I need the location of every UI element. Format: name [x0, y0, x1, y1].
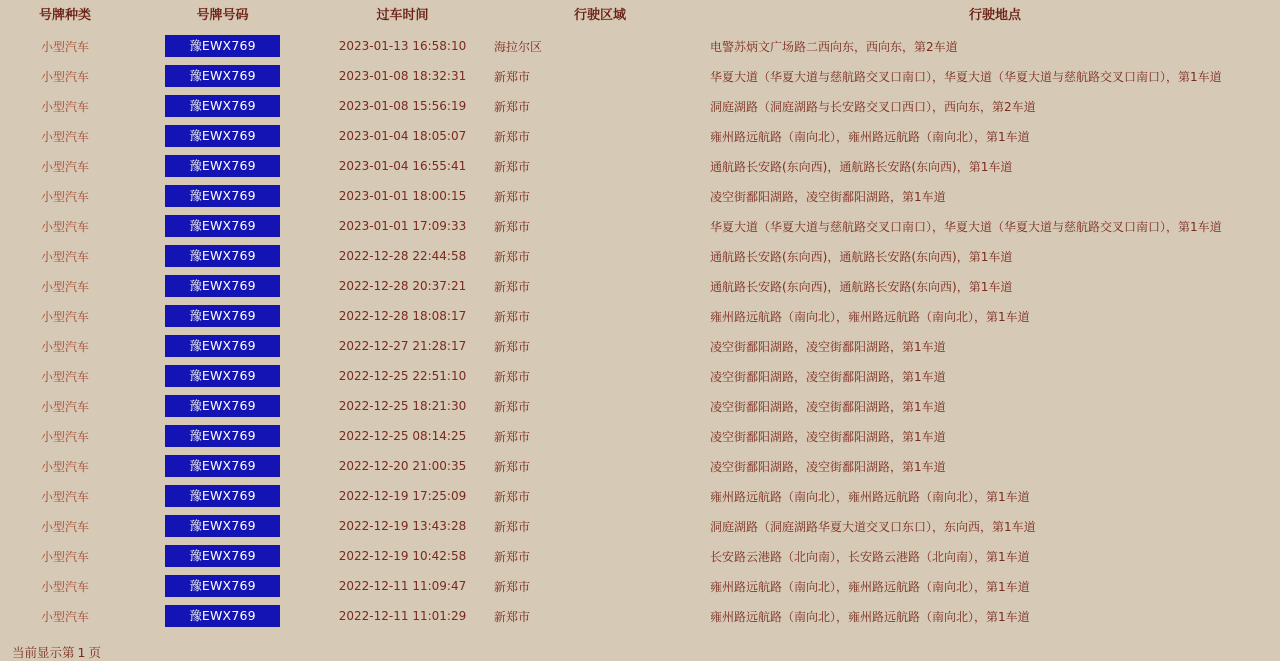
- drive-place-text: 雍州路远航路（南向北），雍州路远航路（南向北），第1车道: [710, 489, 1030, 504]
- cell-plate-type: 小型汽车: [40, 399, 89, 414]
- cell-pass-time: 2023-01-08 15:56:19: [338, 99, 467, 113]
- cell-pass-time: 2023-01-08 18:32:31: [338, 69, 467, 83]
- cell-pass-time: 2022-12-25 08:14:25: [338, 429, 467, 443]
- cell-plate-number: [130, 61, 315, 91]
- plate-badge[interactable]: 豫EWX769: [165, 305, 280, 327]
- cell-plate-number: [130, 181, 315, 211]
- drive-area-text: 新郑市: [494, 609, 531, 624]
- cell-plate-type: 小型汽车: [40, 129, 89, 144]
- column-header-drive-area: 行驶区域: [573, 8, 626, 23]
- cell-plate-number: [130, 541, 315, 571]
- cell-plate-type: 小型汽车: [40, 609, 89, 624]
- drive-place-text: 雍州路远航路（南向北），雍州路远航路（南向北），第1车道: [710, 579, 1030, 594]
- cell-plate-type: 小型汽车: [40, 489, 89, 504]
- drive-place-text: 华夏大道（华夏大道与慈航路交叉口南口），华夏大道（华夏大道与慈航路交叉口南口），第1车道: [710, 69, 1222, 84]
- cell-plate-type: 小型汽车: [40, 249, 89, 264]
- drive-place-text: 通航路长安路(东向西)，通航路长安路(东向西)，第1车道: [710, 249, 1013, 264]
- table-row[interactable]: [0, 481, 1280, 511]
- table-row[interactable]: [0, 451, 1280, 481]
- cell-plate-type: 小型汽车: [40, 519, 89, 534]
- cell-drive-place: [710, 421, 1280, 451]
- cell-plate-number: [130, 91, 315, 121]
- plate-badge[interactable]: 豫EWX769: [165, 515, 280, 537]
- cell-drive-place: [710, 451, 1280, 481]
- cell-drive-area: [490, 451, 710, 481]
- cell-drive-place: [710, 151, 1280, 181]
- cell-pass-time: 2023-01-04 18:05:07: [338, 129, 467, 143]
- cell-pass-time: 2023-01-01 17:09:33: [338, 219, 467, 233]
- cell-plate-type: 小型汽车: [40, 219, 89, 234]
- pagination-suffix: 页: [88, 645, 101, 660]
- drive-area-text: 新郑市: [494, 519, 531, 534]
- cell-plate-type: 小型汽车: [40, 309, 89, 324]
- cell-drive-place: [710, 181, 1280, 211]
- drive-area-text: 新郑市: [494, 219, 531, 234]
- plate-badge[interactable]: 豫EWX769: [165, 575, 280, 597]
- cell-pass-time: 2023-01-04 16:55:41: [338, 159, 467, 173]
- drive-area-text: 新郑市: [494, 579, 531, 594]
- plate-badge[interactable]: 豫EWX769: [165, 455, 280, 477]
- cell-drive-area: [490, 31, 710, 61]
- cell-drive-place: [710, 241, 1280, 271]
- drive-place-text: 洞庭湖路（洞庭湖路与长安路交叉口西口），西向东，第2车道: [710, 99, 1036, 114]
- drive-place-text: 华夏大道（华夏大道与慈航路交叉口南口），华夏大道（华夏大道与慈航路交叉口南口），第1车道: [710, 219, 1222, 234]
- cell-plate-number: [130, 211, 315, 241]
- drive-area-text: 新郑市: [494, 429, 531, 444]
- cell-plate-number: [130, 361, 315, 391]
- drive-place-text: 通航路长安路(东向西)，通航路长安路(东向西)，第1车道: [710, 159, 1013, 174]
- drive-area-text: 新郑市: [494, 99, 531, 114]
- cell-plate-number: [130, 31, 315, 61]
- drive-area-text: 新郑市: [494, 549, 531, 564]
- pagination-footer: [0, 631, 1280, 661]
- cell-drive-area: [490, 241, 710, 271]
- drive-place-text: 通航路长安路(东向西)，通航路长安路(东向西)，第1车道: [710, 279, 1013, 294]
- column-header-drive-place: 行驶地点: [968, 8, 1021, 23]
- plate-badge[interactable]: 豫EWX769: [165, 245, 280, 267]
- plate-badge[interactable]: 豫EWX769: [165, 545, 280, 567]
- cell-drive-place: [710, 361, 1280, 391]
- cell-drive-place: [710, 271, 1280, 301]
- table-row[interactable]: [0, 421, 1280, 451]
- drive-place-text: 长安路云港路（北向南），长安路云港路（北向南），第1车道: [710, 549, 1030, 564]
- cell-drive-area: [490, 121, 710, 151]
- drive-place-text: 凌空街鄱阳湖路，凌空街鄱阳湖路，第1车道: [710, 369, 946, 384]
- cell-plate-type: 小型汽车: [40, 189, 89, 204]
- table-row[interactable]: [0, 181, 1280, 211]
- cell-plate-type: 小型汽车: [40, 369, 89, 384]
- cell-plate-type: 小型汽车: [40, 99, 89, 114]
- cell-plate-type: 小型汽车: [40, 39, 89, 54]
- cell-drive-place: [710, 301, 1280, 331]
- cell-drive-place: [710, 511, 1280, 541]
- cell-drive-place: [710, 331, 1280, 361]
- plate-badge[interactable]: 豫EWX769: [165, 605, 280, 627]
- cell-plate-type: 小型汽车: [40, 459, 89, 474]
- table-row[interactable]: [0, 241, 1280, 271]
- cell-plate-number: [130, 331, 315, 361]
- plate-badge[interactable]: 豫EWX769: [165, 275, 280, 297]
- cell-pass-time: 2022-12-19 17:25:09: [338, 489, 467, 503]
- drive-area-text: 新郑市: [494, 249, 531, 264]
- cell-drive-place: [710, 391, 1280, 421]
- cell-plate-type: 小型汽车: [40, 339, 89, 354]
- drive-area-text: 新郑市: [494, 309, 531, 324]
- plate-badge[interactable]: 豫EWX769: [165, 485, 280, 507]
- plate-badge[interactable]: 豫EWX769: [165, 215, 280, 237]
- cell-pass-time: 2022-12-11 11:01:29: [338, 609, 467, 623]
- cell-drive-area: [490, 391, 710, 421]
- cell-plate-type: 小型汽车: [40, 159, 89, 174]
- table-header-row: [0, 0, 1280, 31]
- table-row[interactable]: [0, 331, 1280, 361]
- plate-badge[interactable]: 豫EWX769: [165, 125, 280, 147]
- plate-badge[interactable]: 豫EWX769: [165, 35, 280, 57]
- cell-plate-type: 小型汽车: [40, 429, 89, 444]
- cell-drive-area: [490, 511, 710, 541]
- cell-plate-number: [130, 421, 315, 451]
- cell-pass-time: 2022-12-27 21:28:17: [338, 339, 467, 353]
- cell-plate-type: 小型汽车: [40, 579, 89, 594]
- table-row[interactable]: [0, 571, 1280, 601]
- cell-drive-area: [490, 331, 710, 361]
- table-row[interactable]: [0, 301, 1280, 331]
- drive-area-text: 新郑市: [494, 339, 531, 354]
- table-row[interactable]: [0, 31, 1280, 61]
- plate-badge[interactable]: 豫EWX769: [165, 95, 280, 117]
- drive-area-text: 新郑市: [494, 69, 531, 84]
- drive-place-text: 凌空街鄱阳湖路，凌空街鄱阳湖路，第1车道: [710, 459, 946, 474]
- table-row[interactable]: [0, 61, 1280, 91]
- drive-place-text: 凌空街鄱阳湖路，凌空街鄱阳湖路，第1车道: [710, 429, 946, 444]
- cell-drive-place: [710, 571, 1280, 601]
- drive-area-text: 新郑市: [494, 459, 531, 474]
- cell-drive-place: [710, 61, 1280, 91]
- cell-plate-number: [130, 151, 315, 181]
- cell-drive-place: [710, 211, 1280, 241]
- cell-pass-time: 2023-01-13 16:58:10: [338, 39, 467, 53]
- pagination-page-number: 1: [77, 645, 86, 660]
- plate-badge[interactable]: 豫EWX769: [165, 425, 280, 447]
- drive-area-text: 新郑市: [494, 279, 531, 294]
- cell-plate-number: [130, 271, 315, 301]
- plate-badge[interactable]: 豫EWX769: [165, 65, 280, 87]
- table-header: [0, 0, 1280, 31]
- drive-area-text: 新郑市: [494, 489, 531, 504]
- cell-plate-number: [130, 301, 315, 331]
- plate-badge[interactable]: 豫EWX769: [165, 395, 280, 417]
- cell-pass-time: 2022-12-28 20:37:21: [338, 279, 467, 293]
- cell-pass-time: 2022-12-19 10:42:58: [338, 549, 467, 563]
- cell-plate-number: [130, 451, 315, 481]
- cell-drive-area: [490, 601, 710, 631]
- cell-drive-area: [490, 91, 710, 121]
- cell-drive-place: [710, 601, 1280, 631]
- cell-plate-number: [130, 391, 315, 421]
- cell-drive-place: [710, 481, 1280, 511]
- table-row[interactable]: [0, 211, 1280, 241]
- cell-drive-area: [490, 301, 710, 331]
- table-row[interactable]: [0, 511, 1280, 541]
- table-body: [0, 31, 1280, 631]
- drive-area-text: 新郑市: [494, 159, 531, 174]
- drive-area-text: 海拉尔区: [494, 39, 543, 54]
- cell-pass-time: 2022-12-25 22:51:10: [338, 369, 467, 383]
- cell-drive-area: [490, 151, 710, 181]
- cell-plate-number: [130, 511, 315, 541]
- cell-plate-type: 小型汽车: [40, 69, 89, 84]
- cell-drive-area: [490, 211, 710, 241]
- cell-drive-place: [710, 541, 1280, 571]
- cell-drive-place: [710, 91, 1280, 121]
- cell-pass-time: 2022-12-28 22:44:58: [338, 249, 467, 263]
- cell-plate-number: [130, 601, 315, 631]
- cell-plate-number: [130, 241, 315, 271]
- table-row[interactable]: [0, 541, 1280, 571]
- drive-place-text: 雍州路远航路（南向北），雍州路远航路（南向北），第1车道: [710, 129, 1030, 144]
- cell-drive-area: [490, 181, 710, 211]
- column-header-pass-time: 过车时间: [376, 8, 429, 23]
- plate-badge[interactable]: 豫EWX769: [165, 335, 280, 357]
- cell-plate-number: [130, 121, 315, 151]
- cell-drive-place: [710, 121, 1280, 151]
- table-row[interactable]: [0, 91, 1280, 121]
- cell-plate-number: [130, 481, 315, 511]
- cell-drive-area: [490, 361, 710, 391]
- cell-pass-time: 2023-01-01 18:00:15: [338, 189, 467, 203]
- drive-area-text: 新郑市: [494, 399, 531, 414]
- drive-place-text: 电警苏炳文广场路二西向东，西向东，第2车道: [710, 39, 958, 54]
- drive-place-text: 凌空街鄱阳湖路，凌空街鄱阳湖路，第1车道: [710, 339, 946, 354]
- cell-pass-time: 2022-12-20 21:00:35: [338, 459, 467, 473]
- cell-drive-place: [710, 31, 1280, 61]
- plate-badge[interactable]: 豫EWX769: [165, 185, 280, 207]
- cell-plate-number: [130, 571, 315, 601]
- cell-drive-area: [490, 571, 710, 601]
- table-row[interactable]: [0, 121, 1280, 151]
- cell-plate-type: 小型汽车: [40, 279, 89, 294]
- cell-plate-type: 小型汽车: [40, 549, 89, 564]
- cell-drive-area: [490, 541, 710, 571]
- table-row[interactable]: [0, 271, 1280, 301]
- column-header-plate-number: 号牌号码: [196, 8, 249, 23]
- plate-badge[interactable]: 豫EWX769: [165, 365, 280, 387]
- drive-place-text: 凌空街鄱阳湖路，凌空街鄱阳湖路，第1车道: [710, 189, 946, 204]
- table-row[interactable]: [0, 361, 1280, 391]
- drive-place-text: 雍州路远航路（南向北），雍州路远航路（南向北），第1车道: [710, 609, 1030, 624]
- table-row[interactable]: [0, 391, 1280, 421]
- plate-badge[interactable]: 豫EWX769: [165, 155, 280, 177]
- drive-place-text: 雍州路远航路（南向北），雍州路远航路（南向北），第1车道: [710, 309, 1030, 324]
- pagination-prefix: 当前显示第: [12, 645, 75, 660]
- column-header-plate-type: 号牌种类: [38, 8, 91, 23]
- cell-drive-area: [490, 271, 710, 301]
- table-row[interactable]: [0, 151, 1280, 181]
- drive-area-text: 新郑市: [494, 189, 531, 204]
- cell-pass-time: 2022-12-25 18:21:30: [338, 399, 467, 413]
- drive-place-text: 凌空街鄱阳湖路，凌空街鄱阳湖路，第1车道: [710, 399, 946, 414]
- cell-drive-area: [490, 421, 710, 451]
- drive-place-text: 洞庭湖路（洞庭湖路华夏大道交叉口东口），东向西，第1车道: [710, 519, 1036, 534]
- cell-pass-time: 2022-12-28 18:08:17: [338, 309, 467, 323]
- cell-drive-area: [490, 481, 710, 511]
- drive-area-text: 新郑市: [494, 369, 531, 384]
- cell-pass-time: 2022-12-19 13:43:28: [338, 519, 467, 533]
- cell-drive-area: [490, 61, 710, 91]
- cell-pass-time: 2022-12-11 11:09:47: [338, 579, 467, 593]
- table-row[interactable]: [0, 601, 1280, 631]
- drive-area-text: 新郑市: [494, 129, 531, 144]
